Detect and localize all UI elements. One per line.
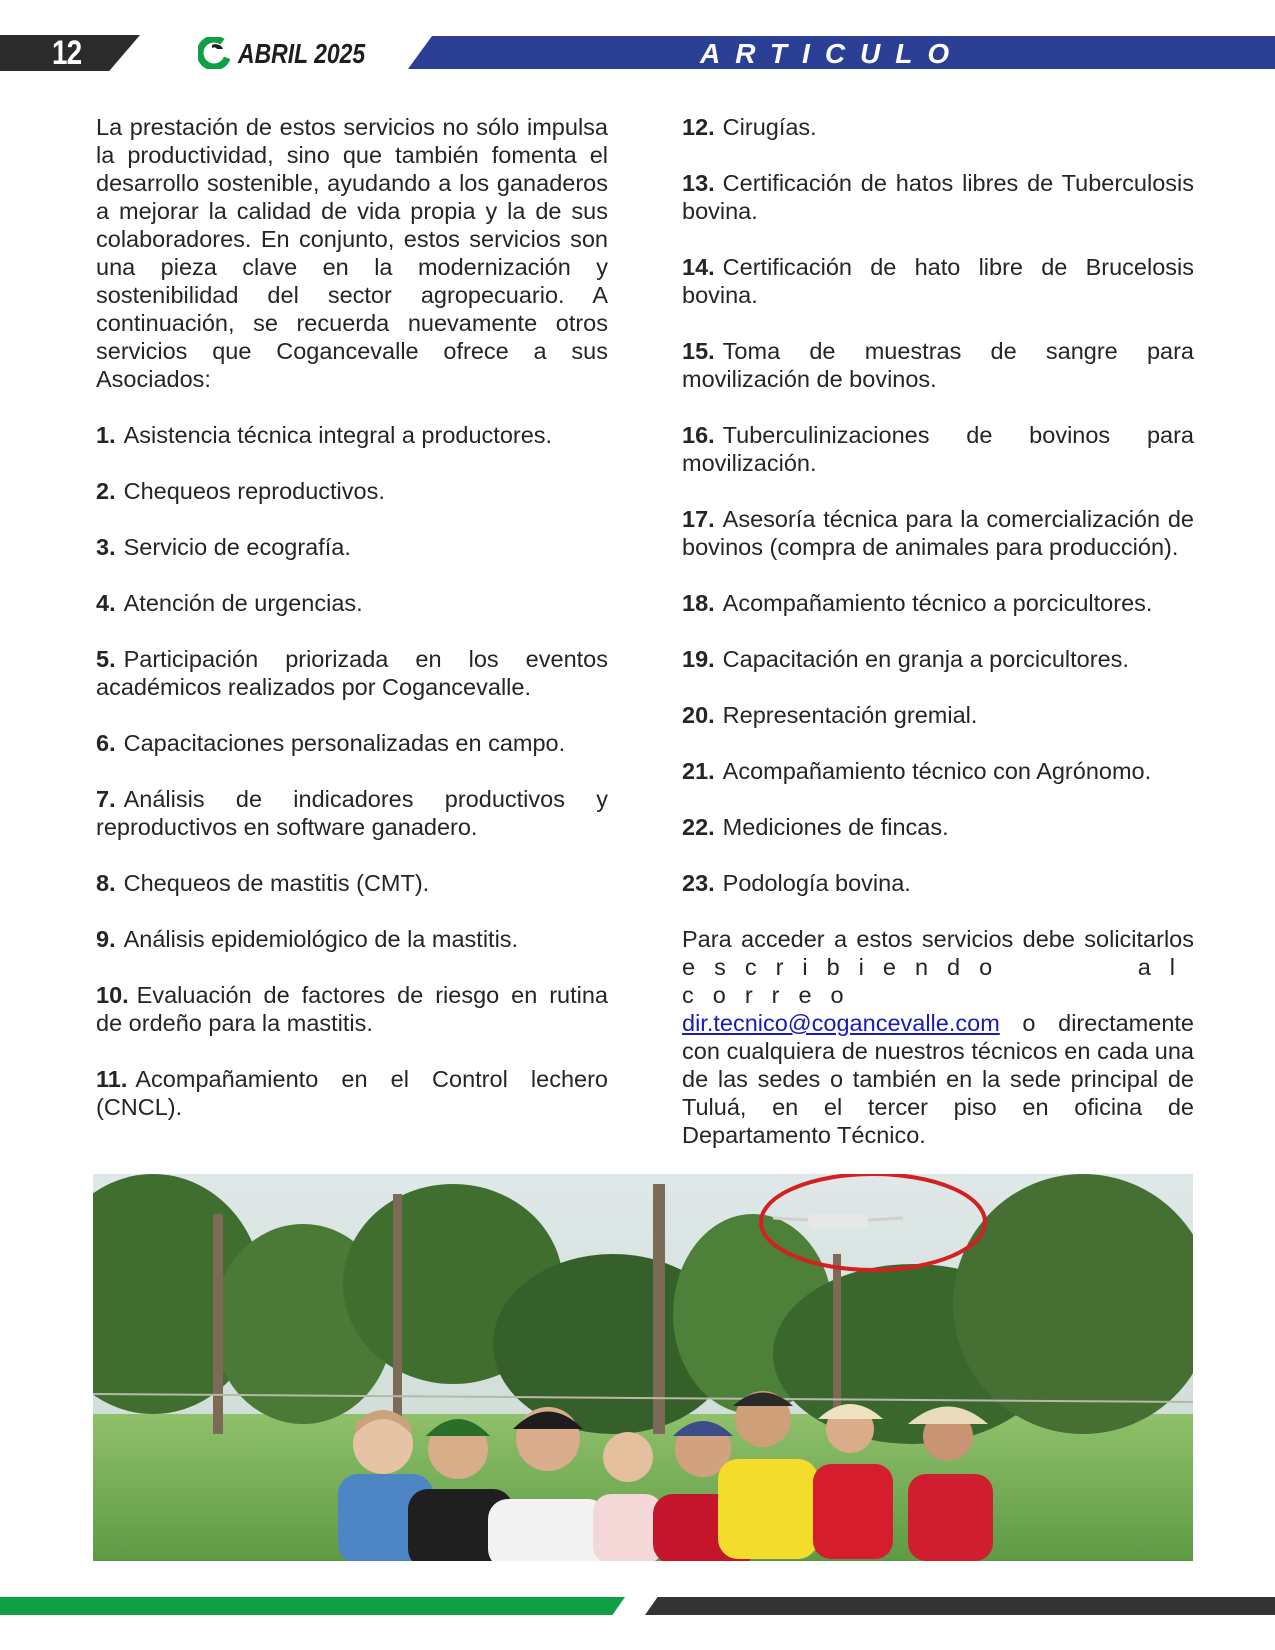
service-text: Participación priorizada en los eventos académicos realizados por Cogancevalle. — [96, 646, 608, 700]
closing-paragraph — [682, 925, 1194, 1149]
service-item — [682, 813, 1194, 841]
service-item — [682, 169, 1194, 225]
service-text: Chequeos reproductivos. — [123, 478, 385, 504]
service-text: Análisis de indicadores productivos y reproductivos en software ganadero. — [96, 786, 608, 840]
service-text: Certificación de hatos libres de Tuberculosis bovina. — [682, 170, 1194, 224]
service-number: 18. — [682, 590, 715, 616]
service-item — [96, 981, 608, 1037]
service-number: 11. — [96, 1066, 128, 1092]
service-text: Chequeos de mastitis (CMT). — [123, 870, 430, 896]
cogancevalle-logo-icon — [198, 37, 230, 69]
service-text: Servicio de ecografía. — [123, 534, 351, 560]
service-number: 9. — [96, 926, 116, 952]
service-item — [96, 729, 608, 757]
issue-date: ABRIL 2025 — [238, 38, 366, 69]
page-number: 12 — [52, 34, 82, 72]
service-text: Acompañamiento técnico a porcicultores. — [722, 590, 1153, 616]
service-number: 20. — [682, 702, 715, 728]
service-text: Acompañamiento técnico con Agrónomo. — [722, 758, 1152, 784]
footer-dark-bar — [645, 1597, 1275, 1615]
service-number: 17. — [682, 506, 715, 532]
service-number: 15. — [682, 338, 715, 364]
people-with-drone-photo — [93, 1174, 1193, 1561]
service-item — [96, 421, 608, 449]
service-item — [96, 477, 608, 505]
service-item — [682, 701, 1194, 729]
service-text: Toma de muestras de sangre para movilización de bovinos. — [682, 338, 1194, 392]
service-number: 8. — [96, 870, 116, 896]
service-item — [682, 645, 1194, 673]
service-text: Capacitación en granja a porcicultores. — [722, 646, 1129, 672]
service-text: Asesoría técnica para la comercialización de bovinos (compra de animales para producción). — [682, 506, 1194, 560]
service-text: Asistencia técnica integral a productores. — [123, 422, 553, 448]
service-number: 13. — [682, 170, 715, 196]
service-text: Acompañamiento en el Control lechero (CNCL). — [96, 1066, 608, 1120]
left-column — [96, 113, 608, 1121]
service-item — [682, 869, 1194, 897]
intro-paragraph: La prestación de estos servicios no sólo impulsa la productividad, sino que también fomenta el desarrollo sostenible, ayudando a los ganaderos a mejorar la calidad de vida propia y la de sus colaboradores. En conjunto, estos servicios son una pieza clave en la modernización y sostenibilidad del sector agropecuario. A continuación, se recuerda nuevamente otros servicios que Cogancevalle ofrece a sus Asociados: — [96, 114, 608, 392]
service-text: Capacitaciones personalizadas en campo. — [123, 730, 566, 756]
service-item — [682, 253, 1194, 309]
service-item — [96, 645, 608, 701]
service-number: 12. — [682, 114, 715, 140]
service-item — [682, 757, 1194, 785]
service-text: Representación gremial. — [722, 702, 978, 728]
service-number: 16. — [682, 422, 715, 448]
service-number: 4. — [96, 590, 116, 616]
service-number: 14. — [682, 254, 715, 280]
service-item — [682, 589, 1194, 617]
closing-line-2: escribiendo al correo — [682, 954, 1194, 1008]
service-item — [682, 421, 1194, 477]
service-item — [96, 869, 608, 897]
service-number: 10. — [96, 982, 129, 1008]
service-item — [96, 785, 608, 841]
service-text: Cirugías. — [722, 114, 817, 140]
right-column — [682, 113, 1194, 1149]
service-item — [96, 533, 608, 561]
service-text: Atención de urgencias. — [123, 590, 363, 616]
service-number: 5. — [96, 646, 116, 672]
service-item — [682, 337, 1194, 393]
closing-rest: o directamente con cualquiera de nuestros técnicos en cada una de las sedes o también en la sede principal de Tuluá, en el tercer piso en oficina de Departamento Técnico. — [682, 1010, 1194, 1148]
service-number: 3. — [96, 534, 116, 560]
service-item — [682, 113, 1194, 141]
service-number: 1. — [96, 422, 116, 448]
service-number: 2. — [96, 478, 116, 504]
service-number: 6. — [96, 730, 116, 756]
service-text: Certificación de hato libre de Brucelosis bovina. — [682, 254, 1194, 308]
service-item — [682, 505, 1194, 561]
service-item — [96, 1065, 608, 1121]
service-item — [96, 589, 608, 617]
email-link[interactable]: dir.tecnico@cogancevalle.com — [682, 1010, 1000, 1036]
closing-line-1: Para acceder a estos servicios debe solicitarlos — [682, 926, 1194, 952]
service-text: Evaluación de factores de riesgo en rutina de ordeño para la mastitis. — [96, 982, 608, 1036]
service-text: Tuberculinizaciones de bovinos para movilización. — [682, 422, 1194, 476]
service-number: 7. — [96, 786, 116, 812]
service-text: Análisis epidemiológico de la mastitis. — [123, 926, 519, 952]
service-text: Podología bovina. — [722, 870, 911, 896]
footer-green-bar — [0, 1597, 625, 1615]
section-title: ARTICULO — [700, 38, 965, 69]
service-item — [96, 925, 608, 953]
service-number: 23. — [682, 870, 715, 896]
services-list-right — [682, 113, 1194, 897]
service-number: 19. — [682, 646, 715, 672]
service-number: 22. — [682, 814, 715, 840]
services-list-left — [96, 421, 608, 1121]
service-number: 21. — [682, 758, 715, 784]
service-text: Mediciones de fincas. — [722, 814, 949, 840]
